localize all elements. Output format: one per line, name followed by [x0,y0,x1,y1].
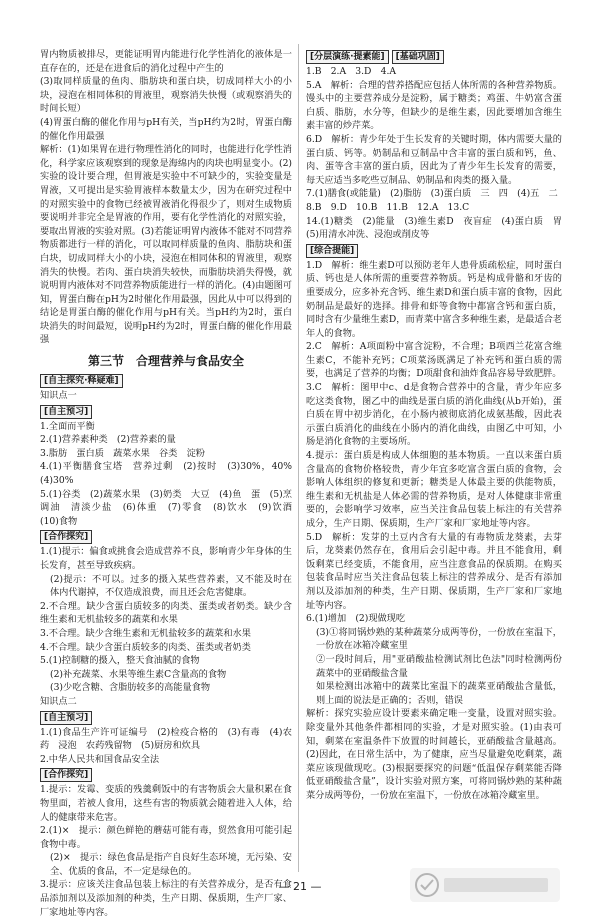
kp2-item: 1.(1)食品生产许可证编号 (2)检疫合格的 (3)有毒 (4)农药 浸泡 农药残留物 (5)厨房和炊具 [40,726,292,752]
knowledge-point-1: 知识点一 [40,390,77,402]
kp1-hezuo-header: [合作探究] [40,530,92,544]
top-line: 胃内物质被排尽，更能证明胃内能进行化学性消化的液体是一直存在的，还是在进食后的消化过程中产生的 [40,49,292,74]
kp2-hezuo-item: 1.提示：发霉、变质的残羹剩饭中的有害物质会大量积累在食物里面，若被人食用，这些有害的物质就会随着进入人体，给人的健康带来危害。 [40,784,292,823]
zonghe-item: 1.D 解析：维生素D可以预防老年人患骨质疏松症，同时蛋白质、钙也是人体所需的重要营养物质。钙是构成骨骼和牙齿的重要成分，应多补充含钙、维生素D和蛋白质丰富的食物，因此奶制品是最好的选择。排骨和虾等食物中都富含钙和蛋白质，同时含有少量维生素D，而青菜中富含多种维生素，是最适合老年人的食物。 [306,259,562,339]
zonghe-item: (3)①将同锅炒熟的某种蔬菜分成两等份，一份放在室温下，一份放在冰箱冷藏室里 [316,626,562,652]
page-number: — 21 — [278,880,322,893]
jichu-item: 6.D 解析：青少年处于生长发育的关键时期，体内需要大量的蛋白质、钙等。奶制品和豆制品中含丰富的蛋白质和钙，鱼、肉、蛋等含丰富的蛋白质，因此为了青少年生长发育的需要，每天应适当多吃些豆制品、奶制品和肉类的摄入量。 [306,133,562,186]
zonghe-item: 解析：探究实验应设计要素来确定唯一变量，设置对照实验。除变量外其他条件都相同的实验，才是对照实验。(1)由表可知，剩菜在室温条件下放置的时间越长，亚硝酸盐含量越高。(2)因此，在日常生活中，为了健康，应当尽量避免吃剩菜，蔬菜应该现做现吃。(3)根据要探究的问题“低温保存剩菜能否降低亚硝酸盐含量”，设计实验对照方案，可将同锅炒熟的某种蔬菜分成两等份，一份放在室温下，一份放在冰箱冷藏室里。 [306,708,562,801]
right-column [306,48,572,802]
top-line: 解析：(1)如果胃在进行物理性消化的同时，也能进行化学性消化，科学家应该观察到的现象是海绵内的肉块也明显变小。(2)实验的设计要合理，但胃液是实验中不可缺少的，实验变量是胃液，又可提出是实验胃液样本数量太少，因为在研究过程中的对照实验中的食物已经被胃液消化得很少了，则对生成物质要说明并非完全是胃液的作用，要有化学性消化的对照实验，要取出胃液的实验对照。(3)若能证明胃内液体不能对不同营养物质都进行一样的消化，可以取同样质量的鱼肉、脂肪块和蛋白块，切成同样大小的小块，浸泡在相同体积的胃液里，观察消失的快慢。若肉、蛋白块消失较快，而脂肪块消失得慢，就说明胃内液体对不同营养物质能进行一样的消化。(4)由题图可知，胃蛋白酶在pH为2时催化作用最强，因此从中可以得到的结论是胃蛋白酶的催化作用与pH有关。当pH约为2时，蛋白块消失的时间最短，说明pH约为2时，胃蛋白酶的催化作用最强 [40,144,292,346]
kp1-hezuo-item: 1.(1)提示：偏食或挑食会造成营养不良，影响青少年身体的生长发育，甚至导致疾病。 [40,546,292,571]
zonghe-item: 3.C 解析：图甲中c、d是食物合营养中的含量，青少年应多吃这类食物，图乙中的曲线是蛋白质的消化曲线(从b开始)，蛋白质在胃中初步消化，在小肠内被彻底消化成氨基酸，因此表示蛋白质消化的曲线在小肠内的消化曲线，由图乙中可知，小肠是消化食物的主要场所。 [306,382,562,448]
jichu-item: 14.(1)糖类 (2)能量 (3)维生素D 夜盲症 (4)蛋白质 胃 (5)用清水冲洗、浸泡或削皮等 [306,215,572,241]
jichu-item: 1.B 2.A 3.D 4.A [306,66,397,77]
kp1-hezuo-item: (2)提示：不可以。过多的摄入某些营养素，又不能及时在体内代谢掉，不仅造成浪费，而且还会危害健康。 [50,573,292,599]
kp1-item: 5.(1)谷类 (2)蔬菜水果 (3)奶类 大豆 (4)鱼 蛋 (5)烹调油 清淡少盐 (6)体重 (7)零食 (8)饮水 (9)饮酒 (10)食物 [40,488,302,527]
kp1-item: 4.(1)平衡膳食宝塔 营养过剩 (2)按时 (3)30%，40% (4)30% [40,461,302,487]
zonghe-header: [综合提能] [306,244,358,258]
left-column [40,48,302,919]
top-line: (3)取同样质量的鱼肉、脂肪块和蛋白块，切成同样大小的小块，浸泡在相同体积的胃液里，观察消失快慢（或观察消失的时间长短） [40,76,292,115]
kp1-item: 3.脂肪 蛋白质 蔬菜水果 谷类 淀粉 [40,447,205,459]
section-title: 第三节 合理营养与食品安全 [87,354,244,369]
kp1-hezuo-item: 3.不合理。缺少含维生素和无机盐较多的蔬菜和水果 [40,627,251,639]
kp2-zizhu-header: [自主预习] [40,711,92,725]
kp2-item: 2.中华人民共和国食品安全法 [40,753,160,765]
kp1-hezuo-item: 4.不合理。缺少含蛋白质较多的肉类、蛋类或者奶类 [40,641,251,653]
fenceng-header: [分层演练·提素能] [306,50,389,64]
jichu-item: 7.(1)膳食(或能量) (2)脂肪 (3)蛋白质 三 四 (4)五 二 [306,188,558,200]
zonghe-item: ②一段时间后，用"亚硝酸盐检测试剂比色法"同时检测两份蔬菜中的亚硝酸盐含量 [316,653,562,679]
zonghe-item: 4.提示：蛋白质是构成人体细胞的基本物质。一直以来蛋白质含量高的食物价格较贵，青少年宜多吃富含蛋白质的食物，会影响人体组织的修复和更新；糖类是人体最主要的供能物质，维生素和无机盐是人体必需的营养物质，是对人体健康非常重要的，会影响学习效率，应当关注食品包装上标注的有关营养成分，生产日期、保质期，生产厂家和厂家地址等内容。 [306,450,562,529]
knowledge-point-2: 知识点二 [40,695,77,707]
zizhu-header: [自主探究·释疑难] [40,374,123,388]
kp2-hezuo-header: [合作探究] [40,768,92,782]
jichu-item: 8.B 9.D 10.B 11.B 12.A 13.C [306,201,470,213]
kp1-zizhu-header: [自主预习] [40,405,92,419]
top-line: (4)胃蛋白酶的催化作用与pH有关，当pH约为2时，胃蛋白酶的催化作用最强 [40,116,292,142]
column-divider [298,44,299,872]
kp2-hezuo-item: (2)× 提示：绿色食品是指产自良好生态环境，无污染、安全、优质的食品，不一定是绿色的。 [50,852,292,877]
kp1-hezuo-item: (2)补充蔬菜、水果等维生素C含量高的食物 [50,668,227,680]
jichu-item: 5.A 解析：合理的营养搭配应包括人体所需的各种营养物质。馒头中的主要营养成分是淀粉，属于糖类；鸡蛋、牛奶富含蛋白质、脂肪，水分等，但缺少的是维生素，因此要增加含维生素丰富的炒芹菜。 [306,79,562,132]
zonghe-item: 2.C 解析：A项面粉中富含淀粉，不合理；B项西兰花富含维生素C，不能补充钙；C项菜汤既满足了补充钙和蛋白质的需要，也满足了营养的均衡；D项甜食和油炸食品容易导致肥胖。 [306,341,562,380]
zonghe-item: 如果检测出冰箱中的蔬菜比室温下的蔬菜亚硝酸盐含量低，则上面的说法是正确的；否则，错误 [316,681,562,706]
kp1-item: 1.全面而平衡 [40,420,95,432]
kp2-hezuo-item: 3.提示：应该关注食品包装上标注的有关营养成分，是否有食品添加剂以及添加剂的种类，生产日期、保质期，生产厂家、厂家地址等内容。 [40,879,292,918]
kp1-hezuo-item: (3)少吃含糖、含脂肪较多的高能量食物 [50,682,211,694]
kp2-hezuo-item: 2.(1)× 提示：颜色鲜艳的蘑菇可能有毒，贸然食用可能引起食物中毒。 [40,825,292,850]
kp1-item: 2.(1)营养素种类 (2)营养素的量 [40,434,176,446]
kp1-hezuo-item: 2.不合理。缺少含蛋白质较多的肉类、蛋类或者奶类。缺少含维生素和无机盐较多的蔬菜和水果 [40,600,292,626]
zonghe-item: 6.(1)增加 (2)现做现吃 [306,613,406,625]
kp1-hezuo-item: 5.(1)控制糖的摄入，整天食油腻的食物 [40,655,200,667]
jichu-header: [基础巩固] [392,50,444,64]
watermark-logo-icon [410,868,560,902]
zonghe-item: 5.D 解析：发芽的土豆内含有大量的有毒物质龙葵素，去芽后，龙葵素仍然存在，食用后会引起中毒。并且不能食用，剩饭剩菜已经变质，不能食用，应当注意食品的保质期。在购买包装食品时应当关注食品包装上标注的营养成分、是否有添加剂以及添加剂的种类，生产日期、保质期，生产厂家和厂家地址等内容。 [306,531,562,611]
